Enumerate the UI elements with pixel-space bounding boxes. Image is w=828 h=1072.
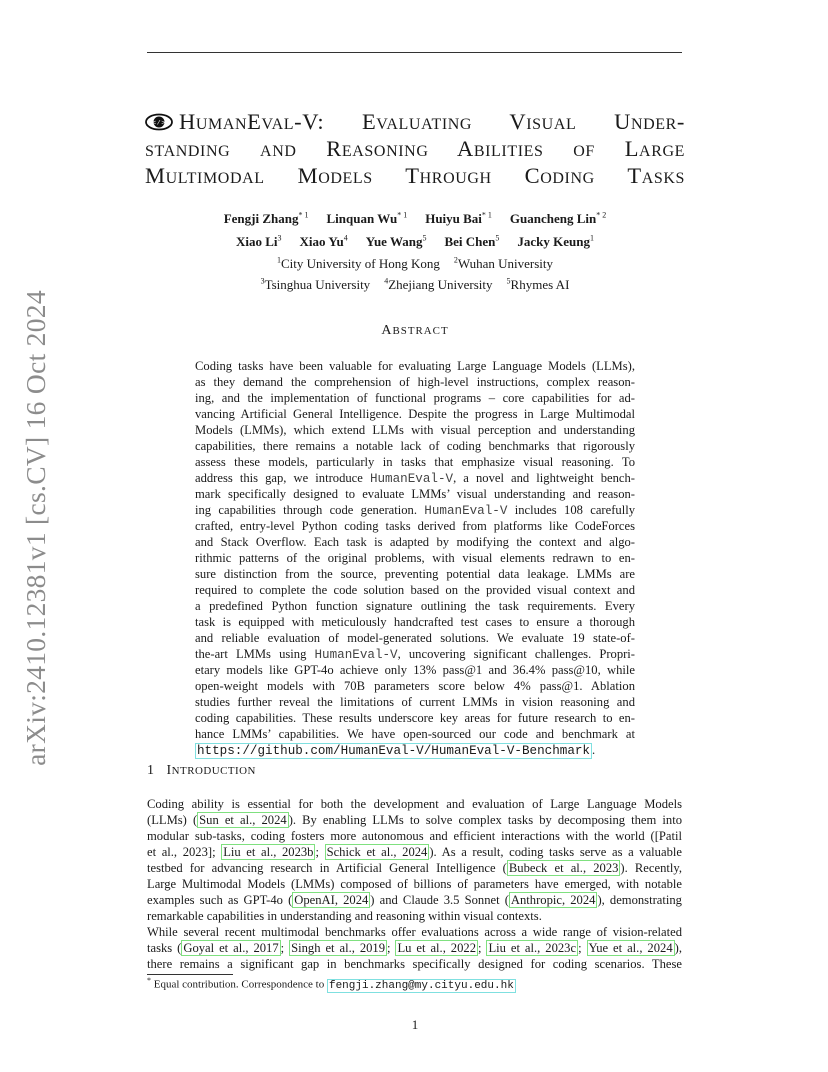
benchmark-name: HumanEval-V: [314, 648, 398, 662]
abstract-line: task is equipped with meticulously handcrafted test cases to ensure a thorough: [195, 615, 635, 629]
author: [517, 234, 594, 249]
author: [366, 234, 427, 249]
author-name: Huiyu Bai: [425, 211, 482, 227]
author-affiliation-mark: 5: [495, 234, 500, 243]
top-rule: [147, 52, 682, 53]
title-line-3: Multimodal Models Through Coding Tasks: [145, 163, 685, 188]
abstract-line: assess these models, particularly in tasks that emphasize visual reasoning. To: [195, 455, 635, 469]
abstract-line: rithmic patterns of the original problems, with visual elements redrawn to en-: [195, 551, 635, 565]
author: [224, 211, 309, 226]
citation-link[interactable]: Anthropic, 2024: [510, 893, 596, 907]
abstract-line: Coding tasks have been valuable for evaluating Large Language Models (LLMs),: [195, 359, 635, 373]
author-name: Xiao Yu: [299, 234, 344, 250]
benchmark-url-link[interactable]: https://github.com/HumanEval-V/HumanEval-V-Benchmark: [197, 744, 590, 758]
author: [444, 234, 499, 249]
author-name: Jacky Keung: [517, 234, 590, 250]
abstract-line: and reliable evaluation of model-generated solutions. We evaluate 19 state-of-: [195, 631, 635, 645]
affiliation: [507, 277, 570, 292]
arxiv-id-text: arXiv:2410.12381v1 [cs.CV] 16 Oct 2024: [20, 290, 51, 766]
footnote: [147, 976, 516, 992]
abstract-line: as they demand the comprehension of high-level instructions, complex reason-: [195, 375, 635, 389]
abstract-line: ing, and the implementation of functional programs – core capabilities for ad-: [195, 391, 635, 405]
abstract-line: the-art LMMs using HumanEval-V, uncovering significant challenges. Propri-: [195, 647, 636, 662]
abstract-line: coding capabilities. These results underscore key areas for future research to en-: [195, 711, 635, 725]
affiliation-mark: 4: [384, 277, 389, 286]
title-line-1-text: HumanEval-V: Evaluating Visual Under-: [179, 109, 685, 134]
citation-link[interactable]: Sun et al., 2024: [199, 813, 287, 827]
affiliation-mark: 3: [260, 277, 265, 286]
affiliation-name: City University of Hong Kong: [280, 256, 440, 272]
abstract-line: a predefined Python function signature outlining the task requirements. Every: [195, 599, 635, 613]
citation-link[interactable]: Schick et al., 2024: [326, 845, 428, 859]
citation-link[interactable]: Lu et al., 2022: [397, 941, 476, 955]
author-affiliation-mark: 3: [277, 234, 282, 243]
svg-text:</>: </>: [152, 119, 166, 127]
author-name: Xiao Li: [236, 234, 278, 250]
paragraph-line: (LLMs) ( Sun et al., 2024 ). By enabling LLMs to solve complex tasks by decomposing them into: [147, 813, 682, 827]
abstract-line: crafted, entry-level Python coding tasks derived from platforms like CodeForces: [195, 519, 635, 533]
abstract-line: [195, 742, 635, 758]
abstract-line: Models (LMMs), which extend LLMs with visual perception and understanding: [195, 423, 635, 437]
affiliation: [454, 256, 553, 271]
abstract-line: mark specifically designed to evaluate LMMs’ visual understanding and reason-: [195, 487, 635, 501]
footnote-rule: [147, 974, 233, 975]
author: [236, 234, 282, 249]
author-affiliation-mark: * 1: [481, 211, 492, 220]
author: [510, 211, 606, 226]
paragraph-line: modular sub-tasks, coding fosters more autonomous and efficient interactions with the world ([Patil: [147, 829, 682, 843]
footnote-mark: *: [147, 976, 151, 985]
author-affiliation-mark: * 2: [596, 211, 607, 220]
benchmark-name: HumanEval-V: [424, 504, 508, 518]
section-title-initial: I: [166, 763, 172, 778]
abstract-heading-initial: A: [381, 323, 393, 338]
affiliation-name: Wuhan University: [457, 256, 554, 272]
author-name: Linquan Wu: [326, 211, 398, 227]
paragraph-line: testbed for advancing research in Artificial General Intelligence ( Bubeck et al., 2023 ). Recently,: [147, 861, 682, 875]
citation-link[interactable]: Singh et al., 2019: [291, 941, 386, 955]
arxiv-stamp: [0, 0, 76, 1072]
abstract-line: sure distinction from the source, preventing potential data leakage. LMMs are: [195, 567, 635, 581]
affiliations-row-1: [145, 256, 685, 272]
citation-link[interactable]: OpenAI, 2024: [294, 893, 369, 907]
affiliation: [277, 256, 440, 271]
author-affiliation-mark: 1: [590, 234, 594, 243]
abstract-line: capabilities, there remains a notable lack of coding benchmarks that rigorously: [195, 439, 635, 453]
author-name: Guancheng Lin: [509, 211, 597, 227]
page-number: 1: [411, 1017, 419, 1032]
abstract-line: address this gap, we introduce HumanEval-V, a novel and lightweight bench-: [195, 471, 635, 486]
abstract-heading-rest: BSTRACT: [392, 325, 449, 337]
section-heading: [147, 763, 256, 779]
abstract-heading: [145, 323, 685, 339]
abstract-end-punctuation: .: [592, 743, 596, 757]
title-line-2: standing and Reasoning Abilities of Large: [145, 136, 685, 161]
section-title-rest: NTRODUCTION: [171, 765, 256, 777]
author: [425, 211, 492, 226]
paragraph-line: remarkable capabilities in understanding and reasoning within visual contexts.: [147, 909, 542, 923]
author-affiliation-mark: * 1: [298, 211, 309, 220]
citation-link[interactable]: Liu et al., 2023c: [488, 941, 577, 955]
affiliation-mark: 1: [276, 256, 281, 265]
intro-paragraph-2: [147, 924, 682, 972]
intro-paragraph-1: [147, 796, 682, 924]
affiliation-mark: 2: [453, 256, 458, 265]
author: [326, 211, 407, 226]
affiliation: [384, 277, 492, 292]
affiliation: [261, 277, 371, 292]
paragraph-line: tasks ( Goyal et al., 2017 ; Singh et al., 2019 ; Lu et al., 2022 ; Liu et al., 2023c ; Yue et al., 2024 ),: [147, 941, 682, 955]
abstract-line: open-weight models with 70B parameters score below 4% pass@1. Ablation: [195, 679, 635, 693]
abstract-line: hance LMMs’ capabilities. We have open-sourced our code and benchmark at: [195, 727, 635, 741]
authors-row-2: [145, 234, 685, 250]
paragraph-line: Large Multimodal Models (LMMs) composed of billions of parameters have emerged, with notable: [147, 877, 682, 891]
title-line-1: [145, 108, 685, 135]
author-name: Fengji Zhang: [223, 211, 299, 227]
affiliation-name: Rhymes AI: [510, 277, 570, 293]
abstract-line: vancing Artificial General Intelligence. Despite the progress in Large Multimodal: [195, 407, 635, 421]
abstract-line: studies further reveal the limitations of current LMMs in vision reasoning and: [195, 695, 635, 709]
paper-title: [145, 108, 685, 189]
paragraph-line: there remains a significant gap in benchmarks specifically designed for coding scenarios. These: [147, 957, 682, 971]
email-link[interactable]: fengji.zhang@my.cityu.edu.hk: [328, 979, 514, 992]
author-affiliation-mark: * 1: [397, 211, 408, 220]
abstract-line: required to complete the code solution based on the provided visual context and: [195, 583, 635, 597]
affiliation-name: Zhejiang University: [388, 277, 493, 293]
paragraph-line: examples such as GPT-4o ( OpenAI, 2024 ) and Claude 3.5 Sonnet ( Anthropic, 2024 ), demonstrating: [147, 893, 682, 907]
section-number: 1: [147, 763, 155, 778]
abstract-line: ing capabilities through code generation. HumanEval-V includes 108 carefully: [195, 503, 635, 518]
benchmark-name: HumanEval-V: [369, 472, 454, 486]
affiliation-name: Tsinghua University: [264, 277, 371, 293]
eye-code-logo-icon: [145, 113, 173, 131]
affiliations-row-2: [145, 277, 685, 293]
abstract-body: [195, 358, 635, 758]
footnote-text: Equal contribution. Correspondence to: [151, 978, 327, 991]
authors-row-1: [145, 211, 685, 227]
citation-link[interactable]: Yue et al., 2024: [588, 941, 673, 955]
author-name: Yue Wang: [365, 234, 423, 250]
author-name: Bei Chen: [444, 234, 496, 250]
paragraph-line: While several recent multimodal benchmarks offer evaluations across a wide range of vision-related: [147, 925, 682, 939]
paragraph-line: Coding ability is essential for both the development and evaluation of Large Language Models: [147, 797, 682, 811]
abstract-line: and Stack Overflow. Each task is adapted by modifying the context and algo-: [195, 535, 635, 549]
paragraph-line: et al., 2023]; Liu et al., 2023b ; Schick et al., 2024 ). As a result, coding tasks serve as a valuable: [147, 845, 682, 859]
abstract-line: etary models like GPT-4o achieve only 13% pass@1 and 36.4% pass@10, while: [195, 663, 635, 677]
affiliation-mark: 5: [506, 277, 511, 286]
author: [300, 234, 348, 249]
citation-link[interactable]: Liu et al., 2023b: [223, 845, 314, 859]
author-affiliation-mark: 4: [343, 234, 348, 243]
citation-link[interactable]: Bubeck et al., 2023: [508, 861, 619, 875]
citation-link[interactable]: Goyal et al., 2017: [183, 941, 279, 955]
author-affiliation-mark: 5: [422, 234, 427, 243]
